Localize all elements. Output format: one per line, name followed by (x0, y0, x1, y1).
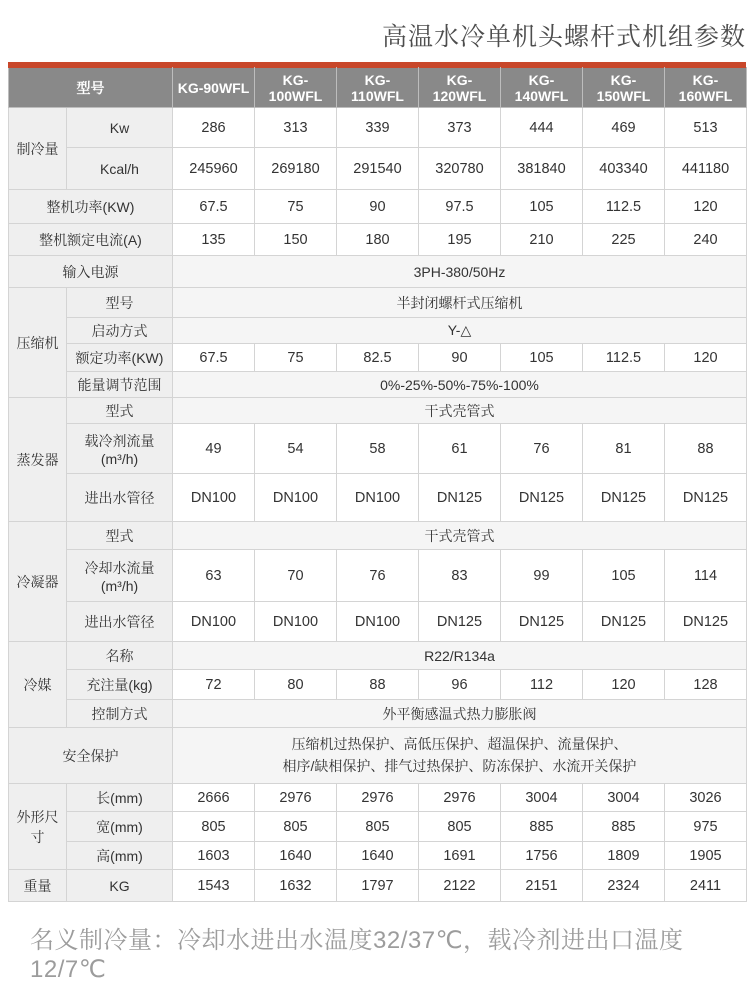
cell-value: 291540 (337, 148, 419, 190)
cell-value: 269180 (255, 148, 337, 190)
model-header: KG-160WFL (665, 68, 747, 108)
row-label: 安全保护 (9, 728, 173, 784)
row-group-label: 重量 (9, 870, 67, 902)
cell-value: 72 (173, 670, 255, 700)
table-row (9, 642, 747, 670)
cell-value: 63 (173, 550, 255, 602)
cell-value: 885 (501, 812, 583, 842)
row-group-label: 制冷量 (9, 108, 67, 190)
span-value (173, 728, 747, 784)
cell-value: 75 (255, 190, 337, 224)
table-row (9, 372, 747, 398)
cell-value: 1603 (173, 842, 255, 870)
cell-value: 1756 (501, 842, 583, 870)
cell-value: 97.5 (419, 190, 501, 224)
cell-value: 1905 (665, 842, 747, 870)
row-label: 整机额定电流(A) (9, 224, 173, 256)
cell-value: 112.5 (583, 344, 665, 372)
cell-value: 90 (419, 344, 501, 372)
span-value: 0%-25%-50%-75%-100% (173, 372, 747, 398)
row-label: 输入电源 (9, 256, 173, 288)
table-header-row (9, 68, 747, 108)
safety-line-1: 压缩机过热保护、高低压保护、超温保护、流量保护、 (291, 735, 628, 752)
cell-value: DN100 (337, 474, 419, 522)
cell-value: 313 (255, 108, 337, 148)
row-label: 能量调节范围 (67, 372, 173, 398)
table-row (9, 842, 747, 870)
cell-value: 114 (665, 550, 747, 602)
cell-value: 469 (583, 108, 665, 148)
cell-value: DN100 (337, 602, 419, 642)
row-group-label: 冷凝器 (9, 522, 67, 642)
row-group-label: 外形尺寸 (9, 784, 67, 870)
model-header: KG-90WFL (173, 68, 255, 108)
table-row (9, 190, 747, 224)
table-row (9, 424, 747, 474)
cell-value: 2122 (419, 870, 501, 902)
cell-value: 54 (255, 424, 337, 474)
table-row (9, 108, 747, 148)
cell-value: 805 (255, 812, 337, 842)
table-row (9, 344, 747, 372)
cell-value: 82.5 (337, 344, 419, 372)
table-row (9, 602, 747, 642)
cell-value: 1543 (173, 870, 255, 902)
cell-value: 320780 (419, 148, 501, 190)
span-value: 3PH-380/50Hz (173, 256, 747, 288)
cell-value: 88 (337, 670, 419, 700)
cell-value: DN100 (173, 602, 255, 642)
cell-value: 99 (501, 550, 583, 602)
row-label: 控制方式 (67, 700, 173, 728)
cell-value: 2976 (255, 784, 337, 812)
spec-table (8, 67, 747, 902)
table-row (9, 870, 747, 902)
row-label: 进出水管径 (67, 602, 173, 642)
row-group-label: 蒸发器 (9, 398, 67, 522)
page-title: 高温水冷单机头螺杆式机组参数 (381, 23, 746, 51)
span-value: 半封闭螺杆式压缩机 (173, 288, 747, 318)
cell-value: 70 (255, 550, 337, 602)
table-row (9, 288, 747, 318)
row-label: 启动方式 (67, 318, 173, 344)
table-row (9, 784, 747, 812)
row-label: 型号 (67, 288, 173, 318)
cell-value: 1632 (255, 870, 337, 902)
model-header: KG-140WFL (501, 68, 583, 108)
table-row (9, 550, 747, 602)
row-label: 宽(mm) (67, 812, 173, 842)
cell-value: 286 (173, 108, 255, 148)
cell-value: 373 (419, 108, 501, 148)
cell-value: 2976 (337, 784, 419, 812)
cell-value: 105 (501, 190, 583, 224)
span-value: Y-△ (173, 318, 747, 344)
cell-value: 2976 (419, 784, 501, 812)
model-header: KG-100WFL (255, 68, 337, 108)
cell-value: DN125 (583, 602, 665, 642)
cell-value: 76 (501, 424, 583, 474)
model-header: KG-150WFL (583, 68, 665, 108)
cell-value: DN125 (419, 602, 501, 642)
table-row (9, 148, 747, 190)
cell-value: DN125 (665, 602, 747, 642)
row-label: KG (67, 870, 173, 902)
cell-value: 58 (337, 424, 419, 474)
cell-value: 90 (337, 190, 419, 224)
cell-value: 105 (501, 344, 583, 372)
table-row (9, 474, 747, 522)
cell-value: 1640 (337, 842, 419, 870)
row-label: 整机功率(KW) (9, 190, 173, 224)
cell-value: DN125 (501, 474, 583, 522)
row-group-label: 冷媒 (9, 642, 67, 728)
row-label: 进出水管径 (67, 474, 173, 522)
safety-line-2: 相序/缺相保护、排气过热保护、防冻保护、水流开关保护 (282, 757, 637, 774)
cell-value: 805 (337, 812, 419, 842)
cell-value: 245960 (173, 148, 255, 190)
table-row (9, 224, 747, 256)
cell-value: 128 (665, 670, 747, 700)
cell-value: 441180 (665, 148, 747, 190)
cell-value: 120 (665, 344, 747, 372)
row-label: 型式 (67, 398, 173, 424)
nominal-capacity-note: 名义制冷量：冷却水进出水温度32/37℃，载冷剂进出口温度12/7℃ (30, 927, 684, 983)
cell-value: 805 (173, 812, 255, 842)
cell-value: 96 (419, 670, 501, 700)
cell-value: 88 (665, 424, 747, 474)
cell-value: 2151 (501, 870, 583, 902)
cell-value: 1809 (583, 842, 665, 870)
cell-value: DN125 (501, 602, 583, 642)
table-row (9, 318, 747, 344)
table-row (9, 700, 747, 728)
cell-value: 105 (583, 550, 665, 602)
cell-value: 3026 (665, 784, 747, 812)
cell-value: DN125 (665, 474, 747, 522)
cell-value: 513 (665, 108, 747, 148)
table-row (9, 256, 747, 288)
cell-value: DN125 (583, 474, 665, 522)
cell-value: 381840 (501, 148, 583, 190)
row-label: 载冷剂流量(m³/h) (67, 424, 173, 474)
cell-value: 150 (255, 224, 337, 256)
cell-value: 112 (501, 670, 583, 700)
cell-value: 225 (583, 224, 665, 256)
row-label: Kw (67, 108, 173, 148)
table-row (9, 728, 747, 784)
span-value: 外平衡感温式热力膨胀阀 (173, 700, 747, 728)
cell-value: 403340 (583, 148, 665, 190)
cell-value: DN100 (255, 474, 337, 522)
span-value: R22/R134a (173, 642, 747, 670)
row-label: 充注量(kg) (67, 670, 173, 700)
cell-value: DN125 (419, 474, 501, 522)
cell-value: 180 (337, 224, 419, 256)
model-header-label: 型号 (9, 68, 173, 108)
cell-value: DN100 (173, 474, 255, 522)
row-label: 型式 (67, 522, 173, 550)
cell-value: 81 (583, 424, 665, 474)
cell-value: 49 (173, 424, 255, 474)
table-row (9, 398, 747, 424)
cell-value: 210 (501, 224, 583, 256)
row-label: 冷却水流量(m³/h) (67, 550, 173, 602)
cell-value: 975 (665, 812, 747, 842)
cell-value: 83 (419, 550, 501, 602)
cell-value: 135 (173, 224, 255, 256)
cell-value: 120 (665, 190, 747, 224)
model-header: KG-120WFL (419, 68, 501, 108)
span-value: 干式壳管式 (173, 522, 747, 550)
cell-value: 195 (419, 224, 501, 256)
cell-value: 75 (255, 344, 337, 372)
row-label: Kcal/h (67, 148, 173, 190)
cell-value: 2324 (583, 870, 665, 902)
cell-value: 1691 (419, 842, 501, 870)
cell-value: 339 (337, 108, 419, 148)
row-group-label: 压缩机 (9, 288, 67, 398)
cell-value: 80 (255, 670, 337, 700)
cell-value: 240 (665, 224, 747, 256)
cell-value: 1797 (337, 870, 419, 902)
table-row (9, 670, 747, 700)
row-label: 高(mm) (67, 842, 173, 870)
cell-value: 76 (337, 550, 419, 602)
row-label: 额定功率(KW) (67, 344, 173, 372)
cell-value: 61 (419, 424, 501, 474)
cell-value: 2666 (173, 784, 255, 812)
cell-value: 67.5 (173, 344, 255, 372)
cell-value: 120 (583, 670, 665, 700)
span-value: 干式壳管式 (173, 398, 747, 424)
cell-value: 1640 (255, 842, 337, 870)
cell-value: 805 (419, 812, 501, 842)
table-row (9, 812, 747, 842)
cell-value: 444 (501, 108, 583, 148)
cell-value: 3004 (501, 784, 583, 812)
model-header: KG-110WFL (337, 68, 419, 108)
cell-value: 3004 (583, 784, 665, 812)
table-row (9, 522, 747, 550)
cell-value: 112.5 (583, 190, 665, 224)
row-label: 名称 (67, 642, 173, 670)
cell-value: DN100 (255, 602, 337, 642)
cell-value: 885 (583, 812, 665, 842)
cell-value: 67.5 (173, 190, 255, 224)
row-label: 长(mm) (67, 784, 173, 812)
cell-value: 2411 (665, 870, 747, 902)
